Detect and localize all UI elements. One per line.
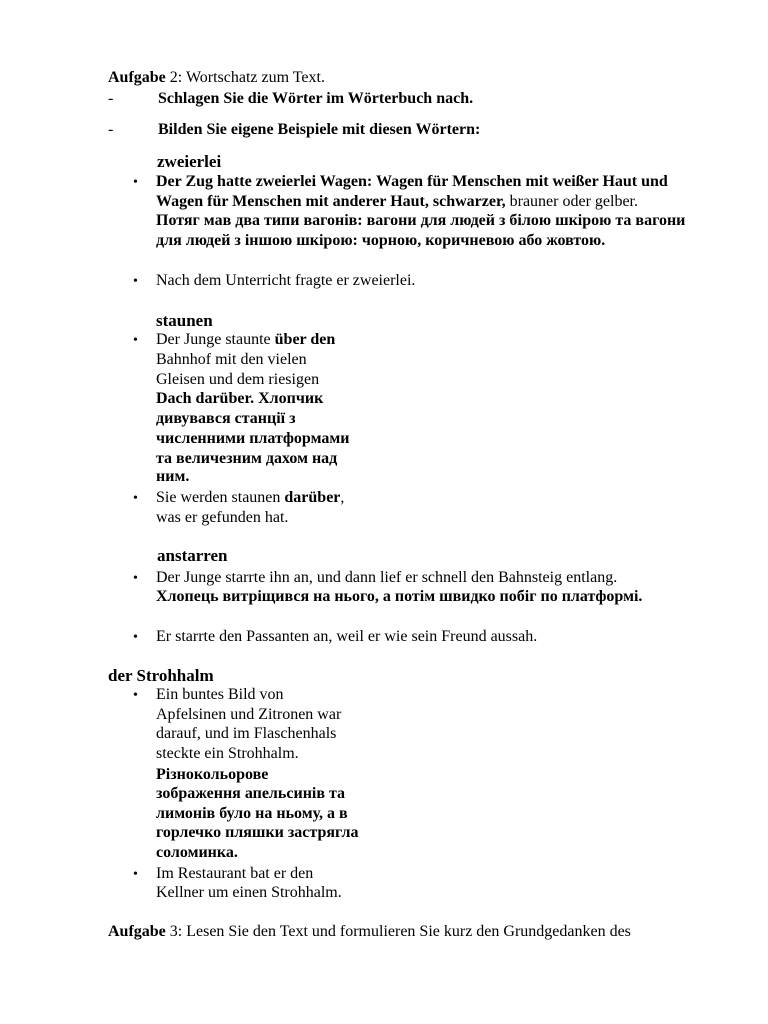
instruction-1: Schlagen Sie die Wörter im Wörterbuch nach. (158, 90, 474, 107)
word-zweierlei-heading: zweierlei (157, 152, 222, 171)
strohhalm-example-1-line-1: Ein buntes Bild von (156, 686, 284, 703)
staunen-example-1-line-4: Dach darüber. Хлопчик (156, 390, 324, 407)
bullet-icon: • (133, 688, 138, 703)
staunen-example-1-line-1 (156, 330, 335, 350)
strohhalm-example-1-line-5: Різнокольорове (156, 766, 269, 783)
staunen-example-2-line-1 (156, 488, 344, 508)
bullet-icon: • (133, 571, 138, 586)
bullet-icon: • (133, 491, 138, 506)
staunen-example-1-line-1-regular: Der Junge staunte (156, 331, 275, 348)
strohhalm-example-1-line-3: darauf, und im Flaschenhals (156, 725, 337, 742)
instruction-2: Bilden Sie eigene Beispiele mit diesen Wörtern: (158, 121, 481, 138)
aufgabe2-label: Aufgabe (108, 69, 166, 86)
aufgabe3-rest: 3: Lesen Sie den Text und formulieren Sie kurz den Grundgedanken des (165, 923, 631, 940)
zweierlei-example-1-line-2-bold: Wagen für Menschen mit anderer Haut, schwarzer, (156, 193, 506, 210)
staunen-example-1-line-2: Bahnhof mit den vielen (156, 351, 307, 368)
strohhalm-example-1-line-9: соломинка. (156, 844, 238, 861)
aufgabe3-heading (108, 922, 631, 942)
staunen-example-2-line-1-bold: darüber (284, 489, 341, 506)
staunen-example-1-line-6: численними платформами (156, 430, 350, 447)
strohhalm-example-2-line-1: Im Restaurant bat er den (156, 865, 314, 882)
bullet-icon: • (133, 630, 138, 645)
anstarren-example-1-line-1: Der Junge starrte ihn an, und dann lief er schnell den Bahnsteig entlang. (156, 569, 618, 586)
zweierlei-example-1-translation-line-1: Потяг мав два типи вагонів: вагони для людей з білою шкірою та вагони (156, 212, 686, 229)
dash-2: - (108, 121, 114, 138)
strohhalm-example-2-line-2: Kellner um einen Strohhalm. (156, 884, 342, 901)
anstarren-example-2: Er starrte den Passanten an, weil er wie sein Freund aussah. (156, 628, 538, 645)
zweierlei-example-1-line-2 (156, 192, 713, 212)
dash-1: - (108, 90, 114, 107)
zweierlei-example-1-line-1: Der Zug hatte zweierlei Wagen: Wagen für Menschen mit weißer Haut und (156, 173, 668, 190)
bullet-icon: • (133, 274, 138, 289)
anstarren-example-1-line-2: Хлопець витріщився на нього, а потім швидко побіг по платформі. (156, 588, 643, 605)
zweierlei-example-1-translation-line-2: для людей з іншою шкірою: чорною, коричневою або жовтою. (156, 232, 606, 249)
strohhalm-example-1-line-7: лимонів було на ньому, а в (156, 805, 348, 822)
staunen-example-1-line-7: та величезним дахом над (156, 450, 338, 467)
zweierlei-example-1-line-2-regular: brauner oder gelber. (505, 193, 638, 210)
strohhalm-example-1-line-2: Apfelsinen und Zitronen war (156, 706, 342, 723)
bullet-icon: • (133, 867, 138, 882)
staunen-example-2-line-1-a: Sie werden staunen (156, 489, 285, 506)
word-staunen-heading: staunen (156, 311, 213, 330)
zweierlei-example-2: Nach dem Unterricht fragte er zweierlei. (156, 272, 416, 289)
strohhalm-example-1-line-6: зображення апельсинів та (156, 785, 346, 802)
bullet-icon: • (133, 333, 138, 348)
strohhalm-example-1-line-4: steckte ein Strohhalm. (156, 745, 299, 762)
staunen-example-2-line-2: was er gefunden hat. (156, 509, 289, 526)
aufgabe2-rest: 2: Wortschatz zum Text. (165, 69, 325, 86)
strohhalm-example-1-line-8: горлечко пляшки застрягла (156, 824, 359, 841)
staunen-example-1-line-8: ним. (156, 468, 190, 485)
word-strohhalm-heading: der Strohhalm (108, 666, 214, 685)
staunen-example-2-line-1-c: , (340, 489, 345, 506)
staunen-example-1-line-5: дивувався станції з (156, 410, 296, 427)
word-anstarren-heading: anstarren (157, 546, 228, 565)
bullet-icon: • (133, 175, 138, 190)
aufgabe2-heading (108, 68, 325, 88)
staunen-example-1-line-1-bold: über den (274, 331, 336, 348)
staunen-example-1-line-3: Gleisen und dem riesigen (156, 371, 320, 388)
aufgabe3-label: Aufgabe (108, 923, 166, 940)
